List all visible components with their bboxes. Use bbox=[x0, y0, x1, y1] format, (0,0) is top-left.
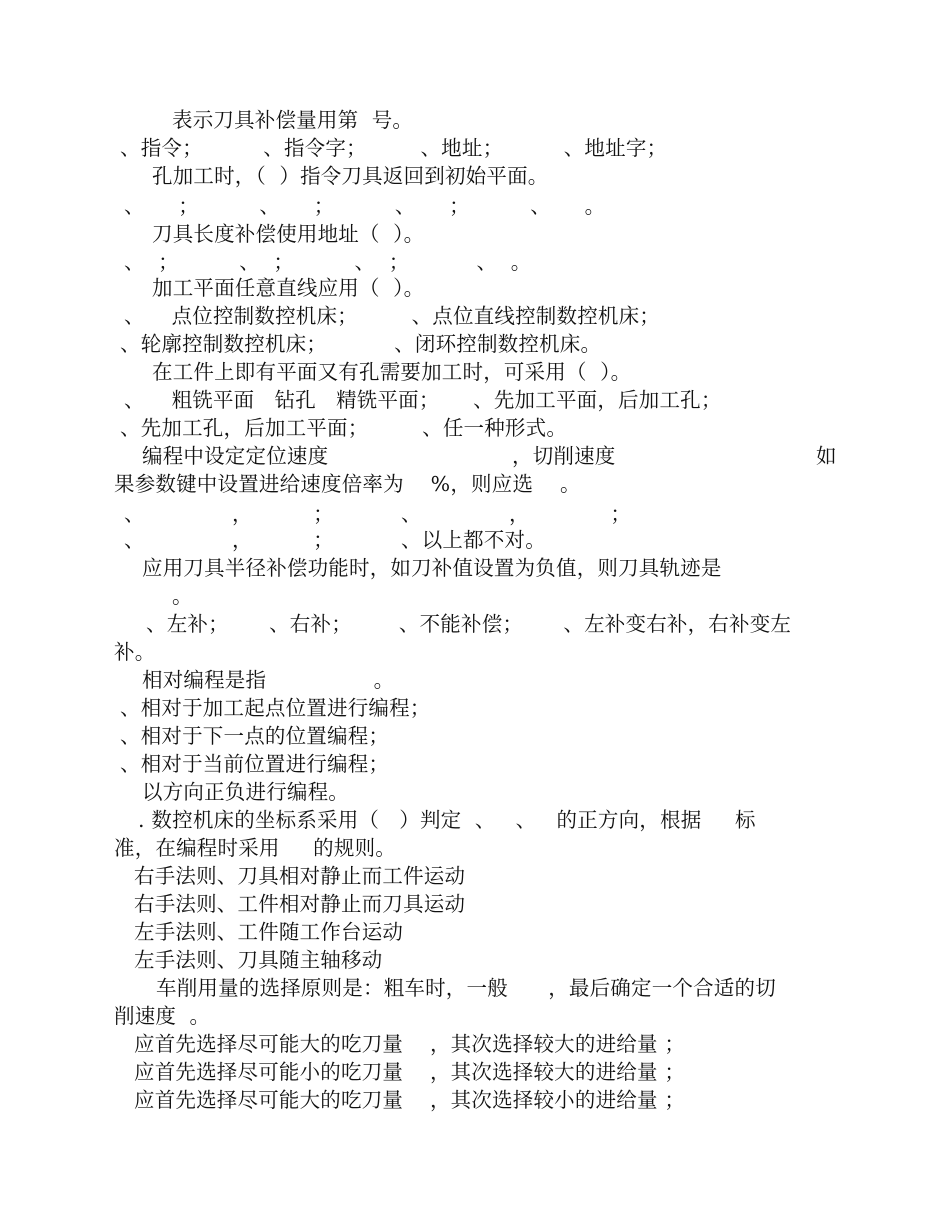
text-line: 加工平面任意直线应用（ ）。 bbox=[152, 276, 425, 300]
text-line: 应首先选择尽可能小的吃刀量 ，其次选择较大的进给量 ； bbox=[134, 1060, 686, 1084]
text-line: . 数控机床的坐标系采用（ ）判定 、 、 的正方向，根据 标 bbox=[138, 808, 756, 832]
text-line: 、轮廓控制数控机床； 、闭环控制数控机床。 bbox=[120, 332, 602, 356]
text-line: 在工件上即有平面又有孔需要加工时，可采用（ ）。 bbox=[152, 360, 632, 384]
text-line: 应用刀具半径补偿功能时，如刀补值设置为负值，则刀具轨迹是 bbox=[142, 556, 722, 580]
text-line: 削速度 。 bbox=[114, 1004, 211, 1028]
text-line: 、相对于当前位置进行编程； bbox=[120, 752, 390, 776]
text-line: 、 粗铣平面 钻孔 精铣平面； 、先加工平面，后加工孔； bbox=[124, 388, 722, 412]
text-line: 、左补； 、右补； 、不能补偿； 、左补变右补，右补变左 bbox=[146, 612, 792, 636]
text-line: 、 ； 、 ； 、 ； 、 。 bbox=[124, 194, 606, 218]
text-line: 编程中设定定位速度 bbox=[142, 444, 329, 468]
text-line: 、 ， ； 、 ， ； bbox=[124, 502, 632, 526]
text-line: 、 ， ； 、以上都不对。 bbox=[124, 528, 546, 552]
text-line: 、先加工孔，后加工平面； 、任一种形式。 bbox=[120, 416, 568, 440]
text-line: 表示刀具补偿量用第 号。 bbox=[172, 108, 414, 132]
text-line: 如 bbox=[816, 444, 837, 468]
text-line: 应首先选择尽可能大的吃刀量 ，其次选择较小的进给量 ； bbox=[134, 1088, 686, 1112]
text-line: 孔加工时，（ ）指令刀具返回到初始平面。 bbox=[152, 164, 549, 188]
text-line: 应首先选择尽可能大的吃刀量 ，其次选择较大的进给量 ； bbox=[134, 1032, 686, 1056]
text-line: 、 点位控制数控机床； 、点位直线控制数控机床； bbox=[124, 304, 660, 328]
text-line: 相对编程是指 。 bbox=[142, 668, 395, 692]
text-line: 右手法则、工件相对静止而刀具运动 bbox=[134, 892, 466, 916]
text-line: 左手法则、工件随工作台运动 bbox=[134, 920, 404, 944]
text-line: 补。 bbox=[114, 640, 156, 664]
text-line: 、相对于下一点的位置编程； bbox=[120, 724, 390, 748]
text-line: 右手法则、刀具相对静止而工件运动 bbox=[134, 864, 466, 888]
text-line: ，切削速度 bbox=[512, 444, 616, 468]
text-line: 刀具长度补偿使用地址（ ）。 bbox=[152, 222, 425, 246]
text-line: 左手法则、刀具随主轴移动 bbox=[134, 948, 383, 972]
text-line: 果参数键中设置进给速度倍率为 %，则应选 。 bbox=[114, 472, 581, 496]
text-line: 。 bbox=[172, 584, 193, 608]
text-line: 、指令； 、指令字； 、地址； 、地址字； bbox=[120, 136, 668, 160]
text-line: 车削用量的选择原则是：粗车时，一般 ，最后确定一个合适的切 bbox=[156, 976, 776, 1000]
text-line: 、相对于加工起点位置进行编程； bbox=[120, 696, 431, 720]
text-line: 准，在编程时采用 的规则。 bbox=[114, 836, 396, 860]
text-line: 以方向正负进行编程。 bbox=[142, 780, 349, 804]
text-line: 、 ； 、 ； 、 ； 、 。 bbox=[124, 250, 532, 274]
